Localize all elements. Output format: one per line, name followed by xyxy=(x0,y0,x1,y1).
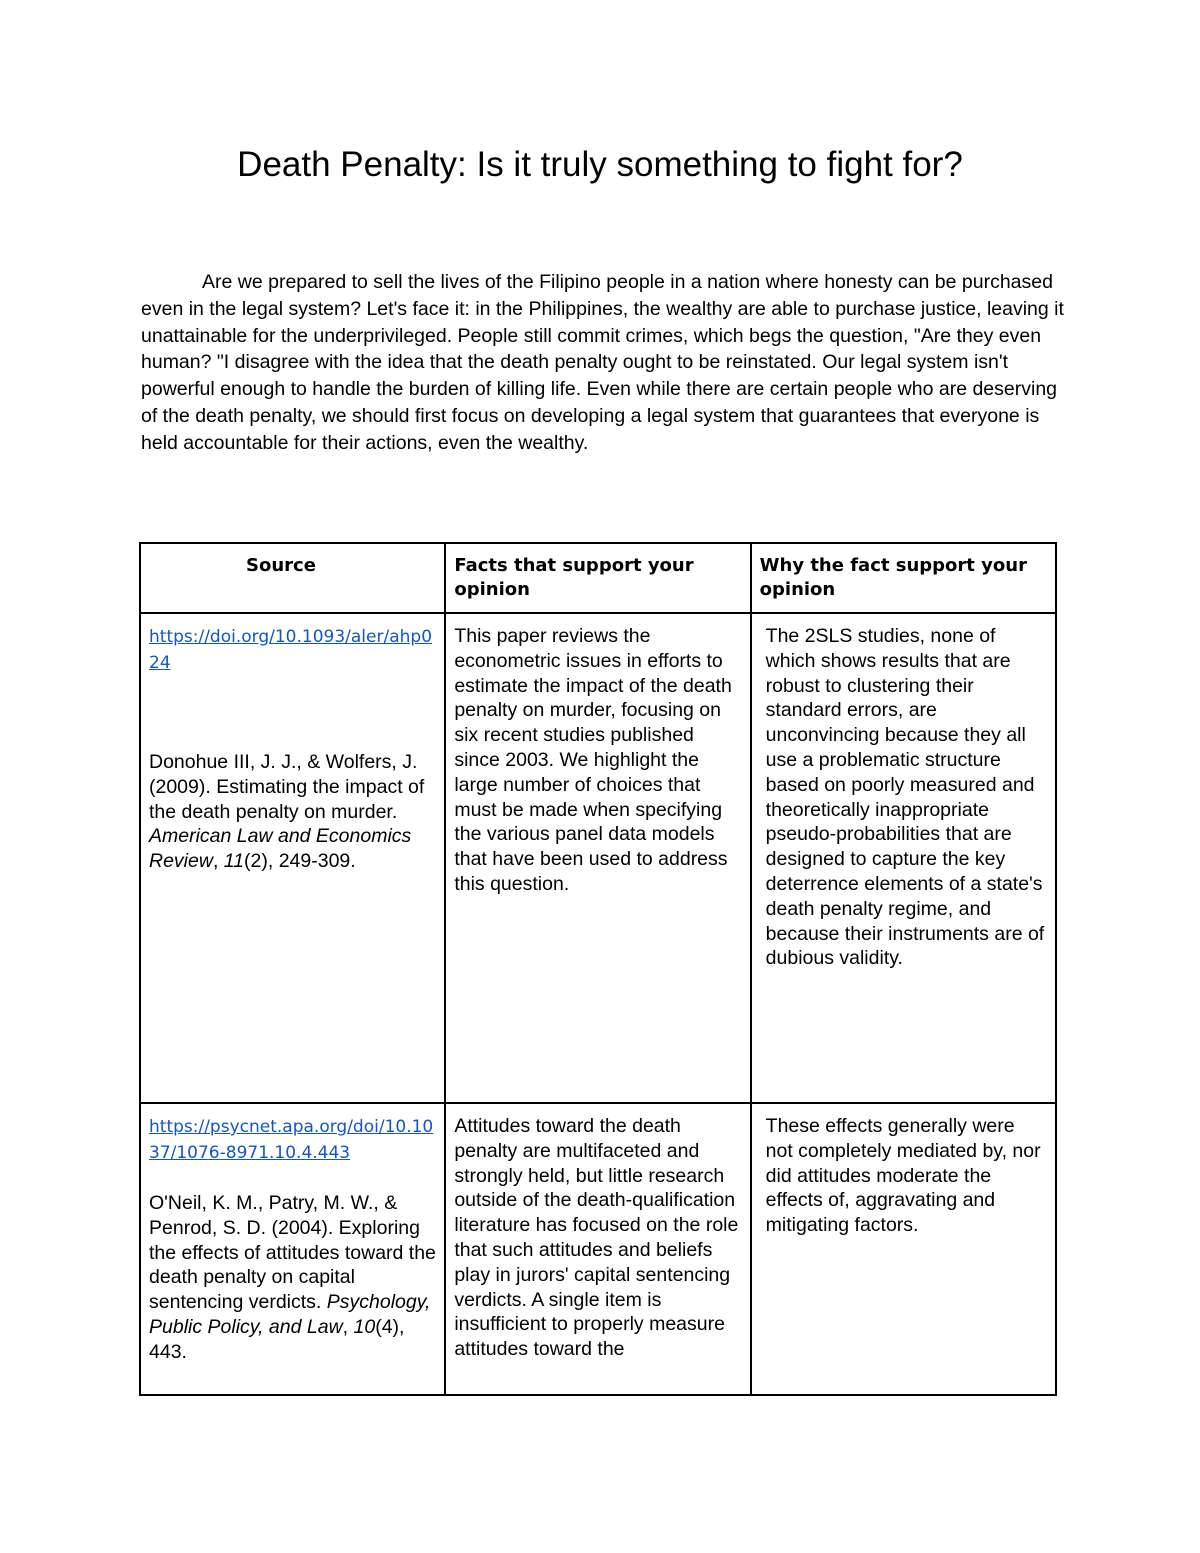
table-row xyxy=(140,613,1056,1103)
citation xyxy=(149,1191,436,1365)
citation-volume: 11 xyxy=(223,850,245,873)
citation-text: O'Neil, K. M., Patry, M. W., & Penrod, S. D. (2004). Exploring the effects of attitudes toward the death penalty on capital sentencing verdicts. xyxy=(149,1192,436,1314)
table-row xyxy=(140,1103,1056,1395)
source-link[interactable]: https://psycnet.apa.org/doi/10.1037/1076-8971.10.4.443 xyxy=(149,1117,434,1163)
why-cell xyxy=(751,1103,1056,1395)
header-why: Why the fact support your opinion xyxy=(751,543,1056,613)
why-text: These effects generally were not completely mediated by, nor did attitudes moderate the effects of, aggravating and mitigating factors. xyxy=(765,1115,1041,1237)
source-link[interactable]: https://doi.org/10.1093/aler/ahp024 xyxy=(149,627,433,673)
source-cell xyxy=(140,613,445,1103)
facts-cell xyxy=(445,613,750,1103)
why-cell xyxy=(751,613,1056,1103)
intro-paragraph: Are we prepared to sell the lives of the Filipino people in a nation where honesty can be purchased even in the legal system? Let's face it: in the Philippines, the wealthy are able to purchase justice, leaving it unattainable for the underprivileged. People still commit crimes, which begs the question, "Are they even human? "I disagree with the idea that the death penalty ought to be reinstated. Our legal system isn't powerful enough to handle the burden of killing life. Even while there are certain people who are deserving of the death penalty, we should first focus on developing a legal system that guarantees that everyone is held accountable for their actions, even the wealthy. xyxy=(141,271,1064,454)
sources-table xyxy=(139,542,1057,1396)
citation-journal: Psychology, Public Policy, and Law xyxy=(149,1291,431,1338)
page-title: Death Penalty: Is it truly something to fight for? xyxy=(237,145,963,184)
header-facts: Facts that support your opinion xyxy=(445,543,750,613)
table-header-row xyxy=(140,543,1056,613)
facts-text: Attitudes toward the death penalty are multifaceted and strongly held, but little research outside of the death-qualification literature has focused on the role that such attitudes and beliefs play in jurors' capital sentencing verdicts. A single item is insufficient to properly measure attitudes toward the xyxy=(454,1115,739,1361)
citation-sep: , xyxy=(342,1315,354,1338)
source-cell xyxy=(140,1103,445,1395)
why-text: The 2SLS studies, none of which shows results that are robust to clustering their standard errors, are unconvincing because they all use a problematic structure based on poorly measured and theoretically inappropriate pseudo-probabilities that are designed to capture the key deterrence elements of a state's death penalty regime, and because their instruments are of dubious validity. xyxy=(765,625,1045,970)
citation xyxy=(149,750,436,874)
citation-journal: American Law and Economics Review xyxy=(149,825,412,873)
citation-volume: 10 xyxy=(353,1315,376,1338)
citation-pages: (4), 443. xyxy=(149,1315,405,1363)
citation-sep: , xyxy=(212,850,224,873)
citation-pages: (2), 249-309. xyxy=(244,850,356,873)
header-source: Source xyxy=(140,543,445,613)
citation-text: Donohue III, J. J., & Wolfers, J. (2009). Estimating the impact of the death penalty on murder. xyxy=(149,751,425,823)
facts-text: This paper reviews the econometric issues in efforts to estimate the impact of the death penalty on murder, focusing on six recent studies published since 2003. We highlight the large number of choices that must be made when specifying the various panel data models that have been used to address this question. xyxy=(454,625,732,895)
facts-cell xyxy=(445,1103,750,1395)
